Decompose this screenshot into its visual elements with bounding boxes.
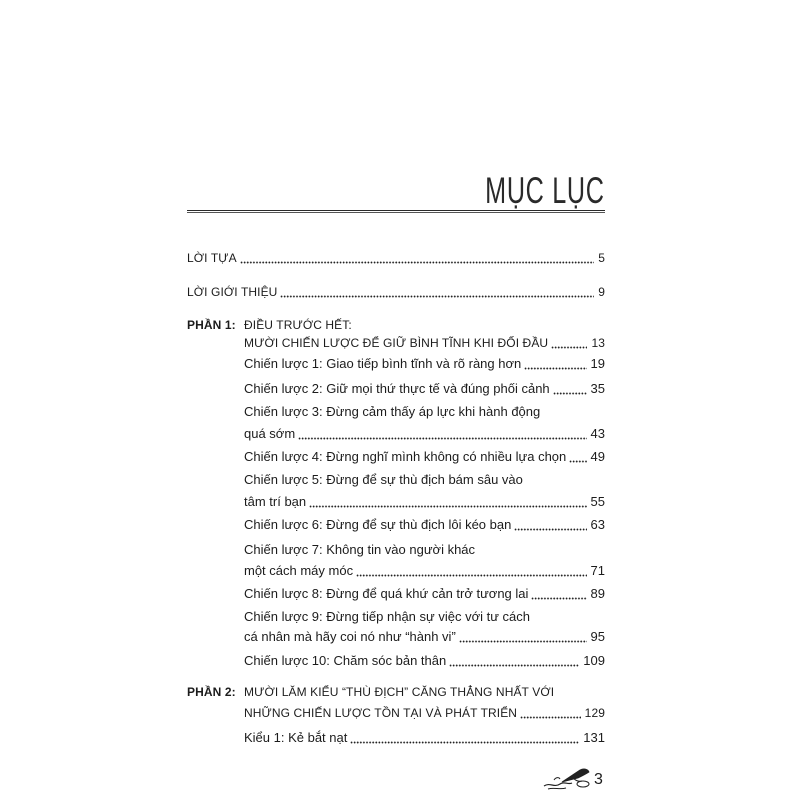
entry-page-number: 71 — [590, 563, 605, 578]
part1-heading-line1 — [187, 315, 605, 335]
toc-entry-strategy-5-line1 — [187, 470, 605, 490]
entry-label: Chiến lược 6: Đừng để sự thù địch lôi kéo bạn — [244, 517, 512, 532]
dot-leader — [309, 492, 586, 512]
toc-entry-strategy-9-line2 — [187, 627, 605, 647]
entry-label-continued: một cách máy móc — [244, 563, 354, 578]
page-number: 3 — [594, 771, 603, 788]
entry-label-continued: quá sớm — [244, 426, 296, 441]
title-divider — [187, 210, 605, 213]
entry-page-number: 5 — [598, 251, 605, 265]
toc-entry-strategy-2 — [187, 379, 605, 399]
entry-label: Chiến lược 7: Không tin vào người khác — [244, 542, 476, 557]
dot-leader — [520, 703, 581, 723]
entry-page-number: 129 — [584, 706, 605, 720]
part2-heading-line1 — [187, 682, 605, 702]
entry-page-number: 19 — [590, 356, 605, 371]
entry-page-number: 63 — [590, 517, 605, 532]
dot-leader — [531, 584, 586, 604]
dot-leader — [551, 333, 587, 353]
toc-entry-strategy-8 — [187, 584, 605, 604]
toc-entry-strategy-6 — [187, 515, 605, 535]
entry-page-number: 131 — [583, 730, 605, 745]
entry-page-number: 13 — [591, 336, 605, 350]
quill-ornament-icon — [542, 764, 592, 792]
part1-heading-text: MƯỜI CHIẾN LƯỢC ĐỂ GIỮ BÌNH TĨNH KHI ĐỐI ĐẦU — [244, 336, 549, 350]
entry-label: Kiểu 1: Kẻ bắt nạt — [244, 730, 348, 745]
entry-page-number: 43 — [590, 426, 605, 441]
part2-heading-text: MƯỜI LĂM KIỂU “THÙ ĐỊCH” CĂNG THẲNG NHẤT VỚI — [244, 685, 555, 699]
part1-label: PHẦN 1: — [187, 318, 236, 332]
toc-entry-strategy-1 — [187, 354, 605, 374]
entry-page-number: 89 — [590, 586, 605, 601]
entry-label: LỜI GIỚI THIỆU — [187, 285, 278, 299]
entry-page-number: 35 — [590, 381, 605, 396]
dot-leader — [280, 282, 594, 302]
entry-page-number: 55 — [590, 494, 605, 509]
dot-leader — [350, 728, 579, 748]
entry-label: Chiến lược 4: Đừng nghĩ mình không có nhiều lựa chọn — [244, 449, 567, 464]
toc-entry-loi-tua — [187, 248, 605, 268]
entry-page-number: 109 — [583, 653, 605, 668]
dot-leader — [514, 515, 586, 535]
part1-heading-text: ĐIỀU TRƯỚC HẾT: — [244, 318, 352, 332]
toc-entry-strategy-7-line1 — [187, 540, 605, 560]
toc-entry-strategy-10 — [187, 651, 605, 671]
entry-label: Chiến lược 10: Chăm sóc bản thân — [244, 653, 447, 668]
entry-label: Chiến lược 9: Đừng tiếp nhận sự việc với tư cách — [244, 609, 530, 624]
part2-heading-line2 — [187, 703, 605, 723]
entry-label: Chiến lược 5: Đừng để sự thù địch bám sâu vào — [244, 472, 523, 487]
entry-label: Chiến lược 2: Giữ mọi thứ thực tế và đúng phối cảnh — [244, 381, 550, 396]
toc-entry-type-1 — [187, 728, 605, 748]
dot-leader — [459, 627, 587, 647]
entry-page-number: 9 — [598, 285, 605, 299]
entry-page-number: 49 — [590, 449, 605, 464]
entry-label: Chiến lược 1: Giao tiếp bình tĩnh và rõ ràng hơn — [244, 356, 522, 371]
toc-entry-strategy-3-line1 — [187, 402, 605, 422]
dot-leader — [356, 561, 586, 581]
dot-leader — [553, 379, 587, 399]
toc-entry-loi-gioi-thieu — [187, 282, 605, 302]
entry-label-continued: tâm trí bạn — [244, 494, 307, 509]
dot-leader — [449, 651, 579, 671]
dot-leader — [569, 447, 586, 467]
entry-label: Chiến lược 3: Đừng cảm thấy áp lực khi hành động — [244, 404, 541, 419]
toc-entry-strategy-7-line2 — [187, 561, 605, 581]
toc-title-wrap — [429, 172, 605, 209]
entry-label: Chiến lược 8: Đừng để quá khứ cản trở tương lai — [244, 586, 529, 601]
toc-entry-strategy-9-line1 — [187, 607, 605, 627]
part2-heading-text: NHỮNG CHIẾN LƯỢC TỒN TẠI VÀ PHÁT TRIỂN — [244, 706, 518, 720]
part2-label: PHẦN 2: — [187, 685, 236, 699]
entry-label-continued: cá nhân mà hãy coi nó như “hành vi” — [244, 629, 456, 644]
entry-label: LỜI TỰA — [187, 251, 237, 265]
dot-leader — [240, 248, 595, 268]
page-title: MỤC LỤC — [485, 170, 605, 211]
toc-entry-strategy-5-line2 — [187, 492, 605, 512]
part1-heading-line2 — [187, 333, 605, 353]
toc-entry-strategy-4 — [187, 447, 605, 467]
dot-leader — [298, 424, 586, 444]
toc-entry-strategy-3-line2 — [187, 424, 605, 444]
dot-leader — [524, 354, 586, 374]
entry-page-number: 95 — [590, 629, 605, 644]
